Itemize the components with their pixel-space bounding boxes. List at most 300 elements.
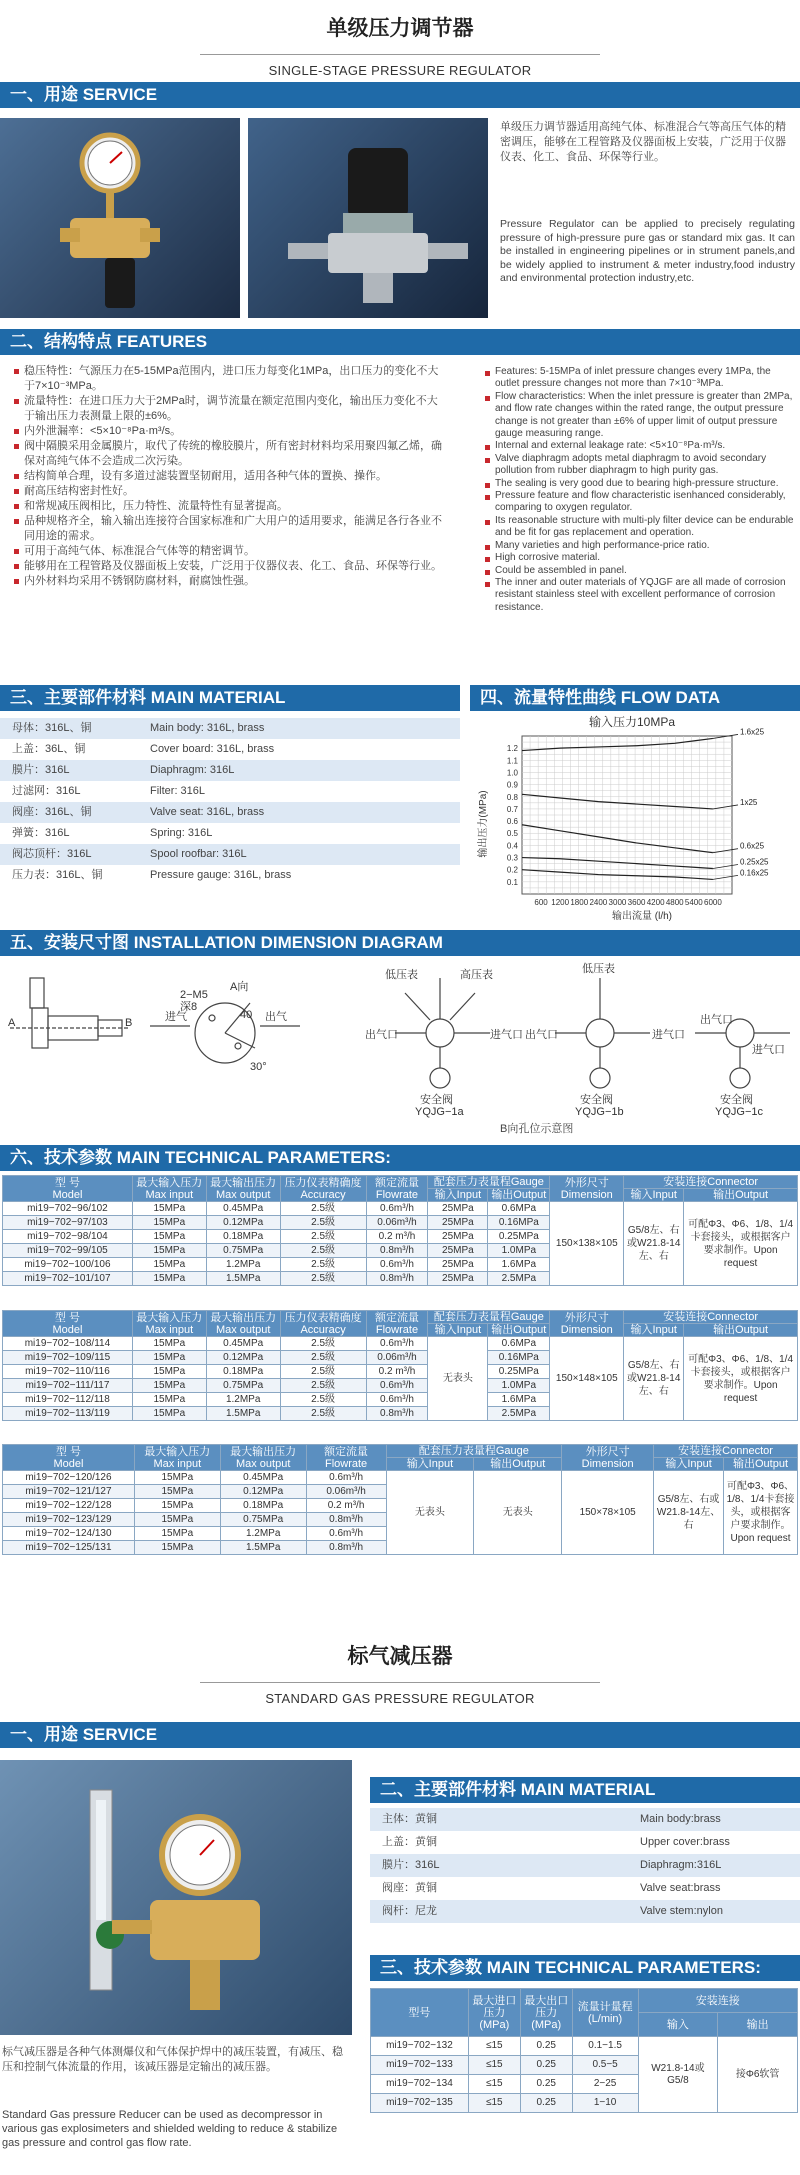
table-cell: 2.5级: [280, 1379, 366, 1393]
table-cell: mi19−702−111/117: [3, 1379, 133, 1393]
th-gauge-in: 输入Input: [386, 1458, 474, 1471]
table-cell: 15MPa: [134, 1527, 220, 1541]
table-cell: 15MPa: [132, 1244, 206, 1258]
th-dimension: 外形尺寸 Dimension: [550, 1311, 624, 1337]
material-row: [0, 739, 460, 760]
std-material-row: [370, 1877, 800, 1900]
th-maxin: 最大输入压力 Max input: [134, 1445, 220, 1471]
feature-item-cn: 内外材料均采用不锈钢防腐材料，耐腐蚀性强。: [14, 574, 444, 589]
table-cell: 25MPa: [428, 1216, 488, 1230]
material-row: [0, 781, 460, 802]
label-d30: 30°: [250, 1061, 267, 1073]
table-cell: 0.6m³/h: [306, 1527, 386, 1541]
label-low-1: 低压表: [385, 969, 418, 981]
feature-item-cn: 流量特性：在进口压力大于2MPa时，调节流量在额定范围内变化，输出压力变化不大于输出压力表测量上限的±6%。: [14, 394, 444, 424]
material-en: Valve seat: 316L, brass: [150, 806, 265, 818]
chart-series-label: 1.6x25: [740, 727, 765, 737]
th-dimension: 外形尺寸 Dimension: [550, 1176, 624, 1202]
features-list-en: [485, 366, 795, 614]
th-connector: 安装连接Connector: [624, 1311, 798, 1324]
chart-y-tick-label: 1.0: [506, 768, 518, 778]
std-th-flow: 流量计量程(L/min): [572, 1989, 638, 2037]
chart-y-tick-label: 0.9: [506, 780, 518, 790]
table-cell: 1−10: [572, 2094, 638, 2113]
std-material-row: [370, 1831, 800, 1854]
label-model-1b: YQJG−1b: [575, 1106, 624, 1118]
table-cell: 1.0MPa: [488, 1244, 550, 1258]
table-cell: ≤15: [468, 2075, 520, 2094]
th-maxout: 最大输出压力 Max output: [206, 1176, 280, 1202]
feature-item-cn: 耐高压结构密封性好。: [14, 484, 444, 499]
material-cn: 弹簧：316L: [12, 827, 70, 839]
feature-item-en: Many varieties and high performance-price ratio.: [485, 540, 795, 552]
table-cell: 0.5−5: [572, 2056, 638, 2075]
std-th-conn-in: 输入: [638, 2013, 718, 2037]
table-cell: G5/8左、右或W21.8-14左、右: [654, 1471, 724, 1555]
table-cell: 15MPa: [132, 1407, 206, 1421]
material-cn: 过滤网：316L: [12, 785, 81, 797]
material-en: Pressure gauge: 316L, brass: [150, 869, 292, 881]
material-en: Diaphragm: 316L: [150, 764, 235, 776]
table-row: [3, 1202, 798, 1216]
table-cell: 0.2 m³/h: [366, 1230, 428, 1244]
chart-x-tick-label: 5400: [684, 898, 703, 907]
std-material-en: Diaphragm:316L: [640, 1859, 722, 1871]
chart-x-tick-label: 4800: [665, 898, 684, 907]
feature-item-cn: 和常规减压阀相比，压力特性、流量特性有显著提高。: [14, 499, 444, 514]
table-cell: 0.12MPa: [206, 1351, 280, 1365]
feature-item-en: Pressure feature and flow characteristic isenhanced considerably, comparing to oxygen regulator.: [485, 490, 795, 515]
section-header-features: 二、结构特点 FEATURES: [0, 329, 800, 355]
table-cell: 2−25: [572, 2075, 638, 2094]
regulator-illustration-2: [248, 118, 488, 318]
features-list-cn: [14, 364, 444, 589]
feature-item-cn: 内外泄漏率：<5×10⁻⁸Pa·m³/s。: [14, 424, 444, 439]
table-cell: 0.25MPa: [488, 1230, 550, 1244]
std-material-list: [370, 1808, 800, 1923]
table-cell: 0.12MPa: [206, 1216, 280, 1230]
table-cell: 0.6m³/h: [306, 1471, 386, 1485]
th-gauge-out: 输出Output: [488, 1324, 550, 1337]
regulator-photo-2: [248, 118, 488, 318]
table-cell: 0.06m³/h: [306, 1485, 386, 1499]
table-cell: 25MPa: [428, 1272, 488, 1286]
table-cell: 0.6m³/h: [366, 1337, 428, 1351]
th-gauge: 配套压力表量程Gauge: [386, 1445, 562, 1458]
material-cn: 上盖：36L、铜: [12, 743, 86, 755]
std-material-cn: 膜片：316L: [382, 1859, 440, 1871]
title-block: [0, 12, 800, 78]
std-th-conn-out: 输出: [718, 2013, 798, 2037]
table-row: [3, 1337, 798, 1351]
label-outport-2: 出气口: [525, 1029, 558, 1041]
chart-y-tick-label: 0.4: [506, 841, 518, 851]
table-cell: mi19−702−96/102: [3, 1202, 133, 1216]
table-cell: 25MPa: [428, 1230, 488, 1244]
table-cell: 15MPa: [134, 1471, 220, 1485]
th-model: 型 号 Model: [3, 1445, 135, 1471]
th-flowrate: 额定流量 Flowrate: [366, 1311, 428, 1337]
std-material-cn: 上盖：黄铜: [382, 1836, 437, 1848]
service-text-cn: 单级压力调节器适用高纯气体、标准混合气等高压气体的精密调压，能够在工程管路及仪器面板上安装，广泛用于仪器仪表、化工、食品、环保等行业。: [500, 121, 786, 163]
material-row: [0, 823, 460, 844]
table-cell: 1.5MPa: [220, 1541, 306, 1555]
feature-item-en: High corrosive material.: [485, 552, 795, 564]
std-section-header-service: 一、用途 SERVICE: [0, 1722, 800, 1748]
table-cell: 15MPa: [132, 1258, 206, 1272]
tech-table-3-body: [3, 1471, 798, 1555]
label-in: 进气: [165, 1011, 187, 1023]
chart-y-tick-label: 0.3: [506, 853, 518, 863]
th-dimension: 外形尺寸 Dimension: [562, 1445, 654, 1471]
table-cell: 15MPa: [134, 1485, 220, 1499]
label-m5: 2−M5: [180, 989, 208, 1001]
table-cell: 0.2 m³/h: [306, 1499, 386, 1513]
table-cell: mi19−702−101/107: [3, 1272, 133, 1286]
table-cell: 0.16MPa: [488, 1351, 550, 1365]
tech-table-2-body: [3, 1337, 798, 1421]
chart-series-label: 0.6x25: [740, 841, 765, 851]
regulator-illustration-1: [0, 118, 240, 318]
table-cell: 150×148×105: [550, 1337, 624, 1421]
table-cell: 15MPa: [134, 1513, 220, 1527]
service-text-en: Pressure Regulator can be applied to precisely regulating pressure of high-pressure pure gas or standard mix gas. It can be installed in engineering pipelines or in strument panels,and be widely applied to instrument & meter industry,food industry and environmental protection industry,etc.: [500, 218, 795, 284]
chart-x-tick-label: 600: [534, 898, 548, 907]
table-cell: mi19−702−123/129: [3, 1513, 135, 1527]
tech-table-3: [2, 1444, 798, 1555]
table-cell: 15MPa: [132, 1379, 206, 1393]
material-row: [0, 802, 460, 823]
page-title: 单级压力调节器: [326, 17, 474, 40]
std-regulator-photo: [0, 1760, 352, 2035]
std-regulator-illustration: [0, 1760, 352, 2035]
label-inport-3: 进气口: [752, 1044, 785, 1056]
chart-y-tick-label: 0.1: [506, 877, 518, 887]
th-gauge: 配套压力表量程Gauge: [428, 1311, 550, 1324]
table-cell: W21.8-14或G5/8: [638, 2037, 718, 2113]
table-cell: 2.5级: [280, 1337, 366, 1351]
chart-x-tick-label: 1200: [551, 898, 570, 907]
std-th-conn: 安装连接: [638, 1989, 797, 2013]
table-cell: 0.06m³/h: [366, 1351, 428, 1365]
std-material-cn: 阀杆：尼龙: [382, 1905, 437, 1917]
table-cell: mi19−702−110/116: [3, 1365, 133, 1379]
chart-x-tick-label: 3000: [608, 898, 627, 907]
table-row: [371, 2037, 798, 2056]
th-maxout: 最大输出压力 Max output: [206, 1311, 280, 1337]
table-cell: 15MPa: [132, 1272, 206, 1286]
chart-y-tick-label: 0.7: [506, 804, 518, 814]
table-cell: 0.18MPa: [206, 1230, 280, 1244]
feature-item-cn: 稳压特性：气源压力在5-15MPa范围内，进口压力每变化1MPa，出口压力的变化不大于7×10⁻³MPa。: [14, 364, 444, 394]
th-accuracy: 压力仪表精确度 Accuracy: [280, 1311, 366, 1337]
tech-table-1-body: [3, 1202, 798, 1286]
table-cell: 25MPa: [428, 1258, 488, 1272]
std-section-header-tech: 三、技术参数 MAIN TECHNICAL PARAMETERS:: [370, 1955, 800, 1981]
table-cell: 接Φ6软管: [718, 2037, 798, 2113]
table-cell: 0.25: [520, 2094, 572, 2113]
table-cell: 15MPa: [132, 1365, 206, 1379]
material-cn: 阀芯顶杆：316L: [12, 848, 92, 860]
label-outport-1: 出气口: [365, 1029, 398, 1041]
table-cell: 15MPa: [132, 1230, 206, 1244]
table-cell: 15MPa: [132, 1202, 206, 1216]
chart-x-tick-label: 3600: [627, 898, 646, 907]
std-material-cn: 主体：黄铜: [382, 1813, 437, 1825]
table-cell: 15MPa: [132, 1351, 206, 1365]
std-material-en: Valve seat:brass: [640, 1882, 721, 1894]
table-cell: 1.5MPa: [206, 1272, 280, 1286]
material-en: Spring: 316L: [150, 827, 213, 839]
table-cell: 15MPa: [132, 1337, 206, 1351]
label-d40: 40: [240, 1009, 253, 1021]
std-material-en: Upper cover:brass: [640, 1836, 730, 1848]
table-cell: 0.16MPa: [488, 1216, 550, 1230]
std-title-block: [0, 1640, 800, 1706]
th-connector: 安装连接Connector: [654, 1445, 798, 1458]
table-cell: 2.5MPa: [488, 1272, 550, 1286]
material-en: Main body: 316L, brass: [150, 722, 265, 734]
label-deep: 深8: [180, 1001, 198, 1013]
label-safety-3: 安全阀: [720, 1094, 753, 1106]
flow-chart: [472, 714, 798, 924]
table-row: [3, 1471, 798, 1485]
th-model: 型 号 Model: [3, 1311, 133, 1337]
install-caption: B向孔位示意图: [500, 1123, 574, 1135]
th-conn-out: 输出Output: [684, 1324, 798, 1337]
feature-item-cn: 能够用在工程管路及仪器面板上安装，广泛用于仪器仪表、化工、食品、环保等行业。: [14, 559, 444, 574]
installation-diagram: [0, 958, 800, 1118]
table-cell: 1.6MPa: [488, 1393, 550, 1407]
material-row: [0, 865, 460, 886]
table-cell: 2.5级: [280, 1365, 366, 1379]
label-safety-2: 安全阀: [580, 1094, 613, 1106]
th-flowrate: 额定流量 Flowrate: [306, 1445, 386, 1471]
material-en: Filter: 316L: [150, 785, 206, 797]
th-gauge-out: 输出Output: [474, 1458, 562, 1471]
table-cell: G5/8左、右或W21.8-14左、右: [624, 1202, 684, 1286]
table-cell: 1.5MPa: [206, 1407, 280, 1421]
table-cell: 2.5级: [280, 1202, 366, 1216]
th-accuracy: 压力仪表精确度 Accuracy: [280, 1176, 366, 1202]
std-tech-table: [370, 1988, 798, 2113]
feature-item-en: The sealing is very good due to bearing high-pressure structure.: [485, 478, 795, 490]
th-connector: 安装连接Connector: [624, 1176, 798, 1189]
table-cell: 0.25: [520, 2075, 572, 2094]
th-conn-out: 输出Output: [684, 1189, 798, 1202]
th-gauge-out: 输出Output: [488, 1189, 550, 1202]
table-cell: 150×138×105: [550, 1202, 624, 1286]
table-cell: 0.45MPa: [206, 1337, 280, 1351]
feature-item-cn: 品种规格齐全，输入输出连接符合国家标准和广大用户的适用要求，能满足各行各业不同用途的需求。: [14, 514, 444, 544]
table-cell: 2.5级: [280, 1393, 366, 1407]
material-cn: 母体：316L、铜: [12, 722, 92, 734]
label-high-1: 高压表: [460, 969, 493, 981]
table-cell: 无表头: [474, 1471, 562, 1555]
table-cell: 0.6m³/h: [366, 1393, 428, 1407]
material-cn: 阀座：316L、铜: [12, 806, 92, 818]
label-model-1a: YQJG−1a: [415, 1106, 464, 1118]
table-cell: 可配Φ3、Φ6、1/8、1/4卡套接头，或根据客户要求制作。Upon request: [684, 1202, 798, 1286]
th-conn-in: 输入Input: [624, 1189, 684, 1202]
table-cell: 0.18MPa: [206, 1365, 280, 1379]
material-row: [0, 844, 460, 865]
std-material-cn: 阀座：黄铜: [382, 1882, 437, 1894]
std-th-model: 型号: [371, 1989, 469, 2037]
th-maxin: 最大输入压力 Max input: [132, 1311, 206, 1337]
table-cell: mi19−702−133: [371, 2056, 469, 2075]
table-cell: 无表头: [428, 1337, 488, 1421]
feature-item-cn: 可用于高纯气体、标准混合气体等的精密调节。: [14, 544, 444, 559]
table-cell: 2.5级: [280, 1244, 366, 1258]
std-service-cn: 标气减压器是各种气体测爆仪和气体保护焊中的减压装置，有减压、稳压和控制气体流量的作用，该减压器是定输出的减压器。: [2, 2046, 343, 2073]
table-cell: 2.5级: [280, 1272, 366, 1286]
table-cell: 0.25: [520, 2056, 572, 2075]
table-cell: 2.5级: [280, 1216, 366, 1230]
table-cell: mi19−702−135: [371, 2094, 469, 2113]
table-cell: mi19−702−97/103: [3, 1216, 133, 1230]
table-cell: mi19−702−109/115: [3, 1351, 133, 1365]
table-cell: ≤15: [468, 2056, 520, 2075]
table-cell: 0.8m³/h: [366, 1272, 428, 1286]
label-inport-1: 进气口: [490, 1029, 523, 1041]
section-header-install: 五、安装尺寸图 INSTALLATION DIMENSION DIAGRAM: [0, 930, 800, 956]
table-cell: 15MPa: [132, 1393, 206, 1407]
table-cell: 15MPa: [132, 1216, 206, 1230]
table-cell: mi19−702−113/119: [3, 1407, 133, 1421]
table-cell: 0.8m³/h: [306, 1541, 386, 1555]
feature-item-en: Flow characteristics: When the inlet pressure is greater than 2MPa, and flow rate changes within the rated range, the output pressure change is not greater than ±6% of upper limit of output pressure gauge measuring range.: [485, 391, 795, 441]
table-cell: 2.5级: [280, 1258, 366, 1272]
label-outport-3: 出气口: [700, 1014, 733, 1026]
chart-y-tick-label: 0.6: [506, 817, 518, 827]
table-cell: 0.75MPa: [206, 1379, 280, 1393]
material-en: Spool roofbar: 316L: [150, 848, 247, 860]
chart-ylabel: 输出压力(MPa): [478, 790, 489, 858]
th-maxin: 最大输入压力 Max input: [132, 1176, 206, 1202]
table-cell: mi19−702−100/106: [3, 1258, 133, 1272]
label-out: 出气: [265, 1011, 287, 1023]
chart-y-tick-label: 0.5: [506, 829, 518, 839]
chart-series-label: 0.16x25: [740, 868, 769, 878]
material-row: [0, 718, 460, 739]
material-list: [0, 718, 460, 886]
table-cell: 0.6MPa: [488, 1337, 550, 1351]
chart-xlabel: 输出流量 (l/h): [612, 911, 672, 922]
table-cell: mi19−702−108/114: [3, 1337, 133, 1351]
table-cell: 15MPa: [134, 1499, 220, 1513]
std-th-maxout: 最大出口压力(MPa): [520, 1989, 572, 2037]
label-low-2: 低压表: [582, 963, 615, 975]
table-cell: mi19−702−121/127: [3, 1485, 135, 1499]
table-cell: 0.75MPa: [220, 1513, 306, 1527]
std-section-header-material: 二、主要部件材料 MAIN MATERIAL: [370, 1777, 800, 1803]
table-cell: 2.5级: [280, 1407, 366, 1421]
table-cell: ≤15: [468, 2037, 520, 2056]
section-header-service: 一、用途 SERVICE: [0, 82, 800, 108]
table-cell: 1.0MPa: [488, 1379, 550, 1393]
table-cell: 0.75MPa: [206, 1244, 280, 1258]
table-cell: 0.6m³/h: [366, 1379, 428, 1393]
feature-item-en: Could be assembled in panel.: [485, 565, 795, 577]
table-cell: 0.45MPa: [220, 1471, 306, 1485]
chart-y-tick-label: 1.2: [506, 744, 518, 754]
material-cn: 压力表：316L、铜: [12, 869, 103, 881]
table-cell: 0.6m³/h: [366, 1258, 428, 1272]
table-cell: 15MPa: [134, 1541, 220, 1555]
table-cell: 25MPa: [428, 1202, 488, 1216]
table-cell: mi19−702−98/104: [3, 1230, 133, 1244]
page-subtitle: SINGLE-STAGE PRESSURE REGULATOR: [268, 63, 532, 78]
feature-item-en: The inner and outer materials of YQJGF are all made of corrosion resistant stainless steel with excellent performance of corrosion resistance.: [485, 577, 795, 614]
chart-series-label: 0.25x25: [740, 857, 769, 867]
chart-title: 输入压力10MPa: [588, 715, 676, 729]
section-header-flow: 四、流量特性曲线 FLOW DATA: [470, 685, 800, 711]
regulator-photo-1: [0, 118, 240, 318]
table-cell: mi19−702−122/128: [3, 1499, 135, 1513]
std-material-row: [370, 1900, 800, 1923]
table-cell: mi19−702−125/131: [3, 1541, 135, 1555]
table-cell: 0.45MPa: [206, 1202, 280, 1216]
th-flowrate: 额定流量 Flowrate: [366, 1176, 428, 1202]
table-cell: 0.06m³/h: [366, 1216, 428, 1230]
std-subtitle: STANDARD GAS PRESSURE REGULATOR: [265, 1691, 535, 1706]
std-tech-table-body: [371, 2037, 798, 2113]
table-cell: 2.5MPa: [488, 1407, 550, 1421]
label-b: B: [125, 1017, 133, 1029]
title-divider: [200, 54, 600, 55]
material-row: [0, 760, 460, 781]
label-inport-2: 进气口: [652, 1029, 685, 1041]
section-header-tech: 六、技术参数 MAIN TECHNICAL PARAMETERS:: [0, 1145, 800, 1171]
table-cell: 可配Φ3、Φ6、1/8、1/4卡套接头，或根据客户要求制作。Upon request: [724, 1471, 798, 1555]
table-cell: 0.25: [520, 2037, 572, 2056]
th-maxout: 最大输出压力 Max output: [220, 1445, 306, 1471]
th-gauge: 配套压力表量程Gauge: [428, 1176, 550, 1189]
chart-y-tick-label: 0.8: [506, 792, 518, 802]
table-cell: 2.5级: [280, 1351, 366, 1365]
table-cell: 0.6m³/h: [366, 1202, 428, 1216]
th-gauge-in: 输入Input: [428, 1189, 488, 1202]
label-safety-1: 安全阀: [420, 1094, 453, 1106]
table-cell: 1.2MPa: [206, 1258, 280, 1272]
table-cell: 0.12MPa: [220, 1485, 306, 1499]
table-cell: 1.6MPa: [488, 1258, 550, 1272]
std-material-en: Valve stem:nylon: [640, 1905, 723, 1917]
table-cell: 1.2MPa: [206, 1393, 280, 1407]
table-cell: 0.1−1.5: [572, 2037, 638, 2056]
chart-x-tick-label: 6000: [704, 898, 722, 907]
chart-y-tick-label: 0.2: [506, 865, 518, 875]
table-cell: 0.18MPa: [220, 1499, 306, 1513]
table-cell: 2.5级: [280, 1230, 366, 1244]
chart-x-tick-label: 4200: [646, 898, 665, 907]
chart-plot-area: [507, 727, 769, 907]
chart-x-tick-label: 1800: [570, 898, 589, 907]
label-model-1c: YQJG−1c: [715, 1106, 763, 1118]
feature-item-cn: 阀中隔膜采用金属膜片，取代了传统的橡胶膜片，所有密封材料均采用聚四氟乙烯，确保对高纯气体不会造成二次污染。: [14, 439, 444, 469]
chart-y-tick-label: 1.1: [506, 756, 518, 766]
std-material-row: [370, 1854, 800, 1877]
std-th-maxin: 最大进口压力(MPa): [468, 1989, 520, 2037]
table-cell: 150×78×105: [562, 1471, 654, 1555]
table-cell: ≤15: [468, 2094, 520, 2113]
table-cell: 0.25MPa: [488, 1365, 550, 1379]
std-service-en: Standard Gas pressure Reducer can be used as decompressor in various gas explosimeters and shielded welding to reduce & stabilize gas pressure and control gas flow rate.: [2, 2109, 338, 2149]
table-cell: G5/8左、右或W21.8-14左、右: [624, 1337, 684, 1421]
table-cell: 0.8m³/h: [366, 1244, 428, 1258]
section-header-material: 三、主要部件材料 MAIN MATERIAL: [0, 685, 460, 711]
